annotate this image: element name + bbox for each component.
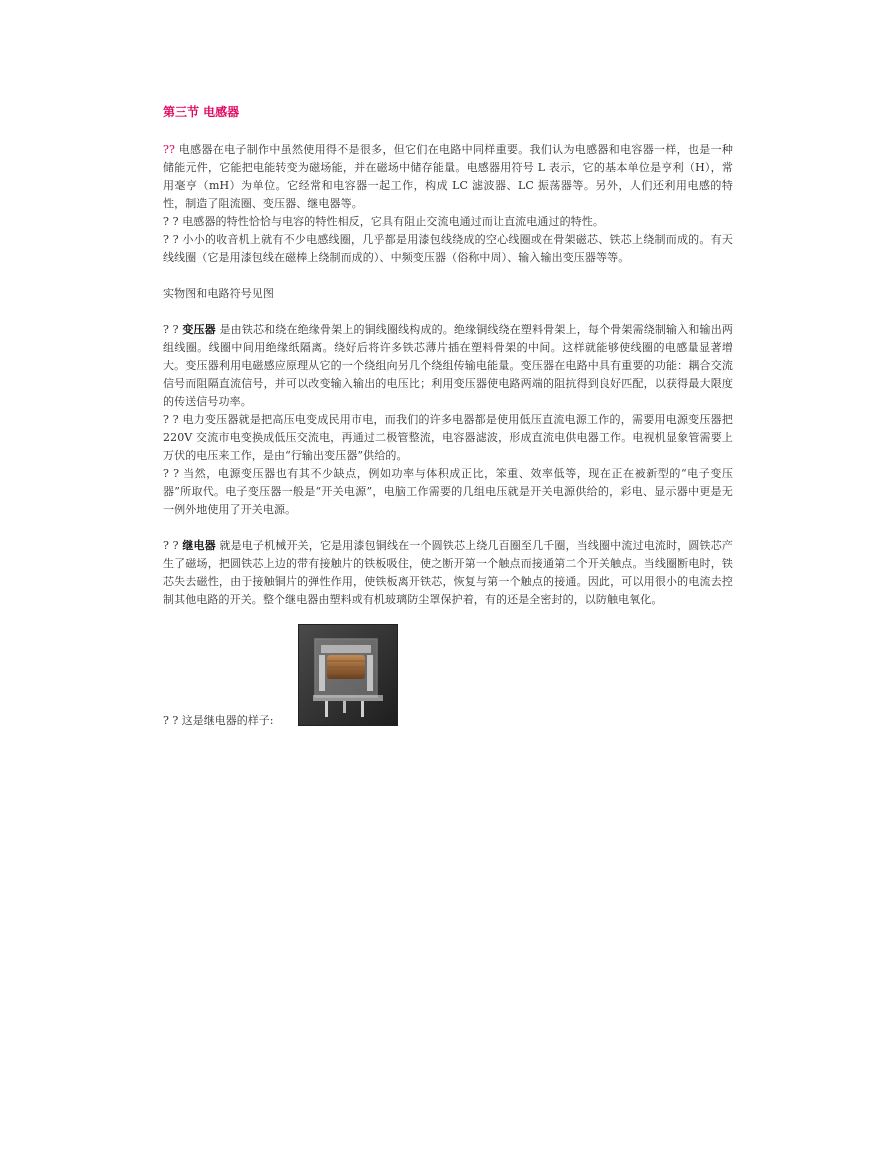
- relay-photo: [298, 624, 398, 726]
- transformer-text: 是由铁芯和绕在绝缘骨架上的铜线圈线构成的。绝缘铜线绕在塑料骨架上，每个骨架需绕制输入和输出两组线圈。线圈中间用绝缘纸隔离。绕好后将许多铁芯薄片插在塑料骨架的中间。这样就能够使线圈的电感量显著增大。变压器利用电磁感应原理从它的一个绕组向另几个绕组传输电能量。变压器在电路中具有重要的功能：耦合交流信号而阻隔直流信号，并可以改变输入输出的电压比；利用变压器使电路两端的阻抗得到良好匹配，以获得最大限度的传送信号功率。: [163, 323, 733, 408]
- relay-text: 就是电子机械开关，它是用漆包铜线在一个圆铁芯上绕几百圈至几千圈，当线圈中流过电流时，圆铁芯产生了磁场，把圆铁芯上边的带有接触片的铁板吸住，使之断开第一个触点而接通第二个开关触点。当线圈断电时，铁芯失去磁性，由于接触铜片的弹性作用，使铁板离开铁芯，恢复与第一个触点的接通。因此，可以用很小的电流去控制其他电路的开关。整个继电器由塑料或有机玻璃防尘罩保护着，有的还是全密封的，以防触电氧化。: [163, 539, 733, 606]
- relay-figure: [163, 624, 733, 734]
- inductor-property-paragraph: ? ? 电感器的特性恰恰与电容的特性相反，它具有阻止交流电通过而让直流电通过的特性。: [163, 215, 604, 228]
- transformer-prefix: ? ?: [163, 323, 183, 336]
- intro-marker: ??: [163, 143, 175, 156]
- relay-image-icon: [299, 625, 397, 725]
- document-body: [163, 103, 733, 734]
- relay-prefix: ? ?: [163, 539, 183, 552]
- spacer: [163, 121, 733, 141]
- section-heading: 第三节 电感器: [163, 105, 240, 119]
- figure-reference: 实物图和电路符号见图: [163, 287, 274, 300]
- transformer-term: 变压器: [182, 323, 216, 336]
- relay-paragraph: [163, 537, 733, 609]
- spacer: [163, 303, 733, 321]
- spacer: [163, 519, 733, 537]
- radio-coil-paragraph: ? ? 小小的收音机上就有不少电感线圈，几乎都是用漆包线绕成的空心线圈或在骨架磁芯、铁芯上绕制而成的。有天线线圈（它是用漆包线在磁棒上绕制而成的）、中频变压器（俗称中周）、输入输出变压器等等。: [163, 233, 733, 264]
- power-transformer-paragraph: ? ? 电力变压器就是把高压电变成民用市电，而我们的许多电器都是使用低压直流电源工作的，需要用电源变压器把 220V 交流市电变换成低压交流电，再通过二极管整流，电容器滤波，形成直流电供电器工作。电视机显象管需要上万伏的电压来工作，是由“行输出变压器”供给的。: [163, 413, 733, 462]
- intro-text: 电感器在电子制作中虽然使用得不是很多，但它们在电路中同样重要。我们认为电感器和电容器一样，也是一种储能元件，它能把电能转变为磁场能，并在磁场中储存能量。电感器用符号 L 表示，它的基本单位是亨利（H），常用毫亨（mH）为单位。它经常和电容器一起工作，构成 LC 滤波器、LC 振荡器等。另外，人们还利用电感的特性，制造了阻流圈、变压器、继电器等。: [163, 143, 733, 210]
- transformer-paragraph: [163, 321, 733, 411]
- switching-supply-paragraph: ? ? 当然，电源变压器也有其不少缺点，例如功率与体积成正比，笨重、效率低等，现在正在被新型的“电子变压器”所取代。电子变压器一般是“开关电源”，电脑工作需要的几组电压就是开关电源供给的，彩电、显示器中更是无一例外地使用了开关电源。: [163, 467, 733, 516]
- relay-caption: ? ? 这是继电器的样子:: [163, 714, 274, 727]
- relay-term: 继电器: [182, 539, 216, 552]
- spacer: [163, 267, 733, 285]
- intro-paragraph: [163, 141, 733, 213]
